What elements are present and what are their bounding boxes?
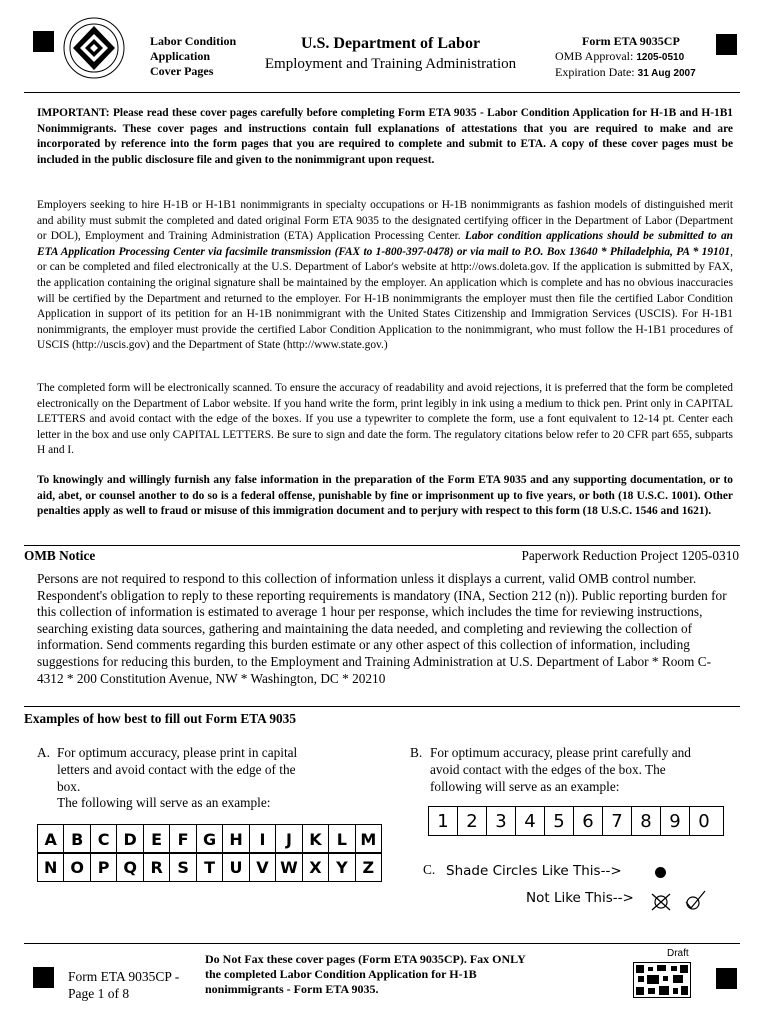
- form-title: Form ETA 9035CP: [582, 34, 680, 48]
- header-right-block: [555, 34, 696, 81]
- false-information-warning: To knowingly and willingly furnish any false information in the preparation of the Form ETA 9035 and any supporting documentation, or to aid, abet, or counsel another to do so is a federal offense, punishable by fine or imprisonment up to five years, or both (18 U.S.C. 1001). Other penalties apply as well to fraud or misuse of this immigration document and to perjury with respect to this form (18 U.S.C. 1546 and 1621).: [37, 474, 733, 518]
- letters-example-row-1: [37, 824, 382, 854]
- not-like-this-label: Not Like This-->: [526, 890, 634, 906]
- letter-box: P: [91, 853, 117, 881]
- paperwork-reduction-project: Paperwork Reduction Project 1205-0310: [521, 548, 739, 563]
- letter-box: A: [38, 825, 64, 853]
- digit-box: 8: [632, 807, 661, 835]
- omb-notice-text: Persons are not required to respond to this collection of information unless it displays a current, valid OMB control number. Respondent's obligation to reply to these reporting requirements is mandatory (INA, Section 212 (n)). Public reporting burden for this collection of information is estimated to average 1 hour per response, which includes the time for reviewing instructions, searching existing data sources, gathering and maintaining the data needed, and completing and reviewing the collection of information. Send comments regarding this burden estimate or any other aspect of this collection of information, including suggestions for reducing this burden, to the Employment and Training Administration at U.S. Department of Labor * Room C-4312 * 200 Constitution Avenue, NW * Washington, DC * 20210: [37, 571, 727, 686]
- examples-title: Examples of how best to fill out Form ETA 9035: [24, 711, 296, 726]
- omb-notice-title: OMB Notice: [24, 548, 96, 563]
- letter-box: J: [276, 825, 302, 853]
- dol-seal-logo: [63, 17, 125, 79]
- letter-box: I: [250, 825, 276, 853]
- letter-box: Q: [117, 853, 143, 881]
- letter-box: Y: [329, 853, 355, 881]
- letter-box: W: [276, 853, 302, 881]
- letter-box: O: [64, 853, 90, 881]
- letter-box: G: [197, 825, 223, 853]
- crossed-circle-icon: [649, 888, 709, 914]
- digit-box: 0: [698, 810, 710, 832]
- letter-box: R: [144, 853, 170, 881]
- footer-form-id: Form ETA 9035CP -: [68, 969, 180, 984]
- important-paragraph: IMPORTANT: Please read these cover pages carefully before completing Form ETA 9035 - Labor Condition Application for H-1B and H-1B1 Nonimmigrants. These cover pages and instructions contain full explanations of attestations that you are required to make and are incorporated by reference into the form pages that you are required to complete and submit to ETA. A copy of these cover pages must be included in the public disclosure file and given to the nonimmigrant upon request.: [37, 107, 733, 166]
- letter-box: B: [64, 825, 90, 853]
- scanning-paragraph: The completed form will be electronically scanned. To ensure the accuracy of readability and avoid rejections, it is preferred that the form be completed electronically on the Department of Labor website. If you hand write the form, print legibly in ink using a medium to thick pen. Print only in CAPITAL LETTERS and avoid contact with the edge of the boxes. If you use a typewriter to complete the form, use a font equivalent to 12-14 pt. Center each letter in the box and use only CAPITAL LETTERS. Be sure to sign and date the form. The regulatory citations below refer to 20 CFR part 655, subparts H and I.: [37, 382, 733, 457]
- examples-divider: [24, 706, 740, 707]
- shade-circles-instruction: Shade Circles Like This-->: [446, 863, 622, 879]
- letter-box: U: [223, 853, 249, 881]
- footer-page-info: [68, 968, 179, 1002]
- letter-box: D: [117, 825, 143, 853]
- digit-box: 7: [603, 807, 632, 835]
- department-title: U.S. Department of Labor: [300, 35, 481, 52]
- letter-box: K: [303, 825, 329, 853]
- expiration-value: 31 Aug 2007: [637, 68, 696, 79]
- omb-divider: [24, 545, 740, 546]
- letter-box: L: [329, 825, 355, 853]
- employers-text-2: , or can be completed and filed electronically at the U.S. Department of Labor's website at http://ows.doleta.gov. If the application is submitted by FAX, the application containing the original signature shall be maintained by the employer. An application which is complete and has no obvious inaccuracies will be certified by the Department and returned to the employer. For H-1B nonimmigrants the employer must then file the certified Labor Condition Application in support of its petition for an H-1B nonimmigrant with the United States Citizenship and Immigration Services (USCIS). For H-1B1 nonimmigrants, the employer must provide the certified Labor Condition Application to the nonimmigrant, who must follow the H-1B1 procedures of USCIS (http://uscis.gov) and the Department of State (http://www.state.gov.): [37, 245, 733, 352]
- employers-paragraph: [37, 198, 733, 354]
- omb-approval-label: OMB Approval:: [555, 49, 634, 63]
- letter-box: V: [250, 853, 276, 881]
- digit-box: 9: [661, 807, 690, 835]
- letter-box: M: [360, 829, 377, 849]
- letter-box: F: [170, 825, 196, 853]
- employers-submission-emphasis: Labor condition applications should be submitted to an ETA Application Processing Center via facsimile transmission (FAX to 1-800-397-0478) or via mail to P.O. Box 13640 * Philadelphia, PA * 19101: [37, 230, 733, 258]
- letter-box: T: [197, 853, 223, 881]
- registration-mark-top-left: [33, 31, 54, 52]
- letters-example-row-2: [37, 852, 382, 882]
- example-b-label: B.: [410, 745, 423, 760]
- letter-box: S: [170, 853, 196, 881]
- filled-circle-icon: [655, 867, 666, 878]
- registration-mark-bottom-left: [33, 967, 54, 988]
- footer-page-number: Page 1 of 8: [68, 986, 130, 1001]
- example-a-text: For optimum accuracy, please print in capital letters and avoid contact with the edge of the box.: [57, 745, 298, 794]
- letter-box: Z: [362, 857, 375, 877]
- header-center-block: [248, 33, 533, 73]
- footer-divider: [24, 943, 740, 944]
- letter-box: X: [303, 853, 329, 881]
- letter-box: H: [223, 825, 249, 853]
- header-left-block: [150, 34, 236, 79]
- letter-box: C: [91, 825, 117, 853]
- example-a-label: A.: [37, 745, 50, 760]
- digits-example-row: [428, 806, 724, 836]
- example-b-text: For optimum accuracy, please print carefully and avoid contact with the edges of the box. The following will serve as an example:: [430, 745, 691, 794]
- barcode-graphic: [633, 962, 691, 998]
- digit-box: 2: [458, 807, 487, 835]
- digit-box: 5: [545, 807, 574, 835]
- registration-mark-top-right: [716, 34, 737, 55]
- digit-box: 4: [516, 807, 545, 835]
- example-c-label: C.: [423, 862, 436, 877]
- agency-title: Employment and Training Administration: [264, 56, 517, 72]
- digit-box: 3: [487, 807, 516, 835]
- digit-box: 6: [574, 807, 603, 835]
- digit-box: 1: [429, 807, 458, 835]
- omb-approval-value: 1205-0510: [636, 52, 685, 63]
- footer-fax-notice: Do Not Fax these cover pages (Form ETA 9035CP). Fax ONLY the completed Labor Condition Application for H-1B nonimmigrants - Form ETA 9035.: [205, 952, 526, 996]
- expiration-label: Expiration Date:: [555, 65, 635, 79]
- example-a-follow: The following will serve as an example:: [57, 795, 271, 810]
- draft-label: Draft: [667, 948, 689, 959]
- letter-box: E: [144, 825, 170, 853]
- letter-box: N: [38, 853, 64, 881]
- header-left-line: Cover Pages: [150, 64, 214, 78]
- header-left-line: Application: [150, 49, 211, 63]
- registration-mark-bottom-right: [716, 968, 737, 989]
- header-divider: [24, 92, 740, 93]
- header-left-line: Labor Condition: [150, 34, 237, 48]
- employers-text-1: Employers seeking to hire H-1B or H-1B1 nonimmigrants in specialty occupations or H-1B nonimmigrants as fashion models of distinguished merit and ability must submit the completed and dated original Form ETA 9035 to the designated certifying officer in the Department of Labor (Department or DOL), Employment and Training Administration (ETA) Application Processing Center.: [37, 199, 733, 243]
